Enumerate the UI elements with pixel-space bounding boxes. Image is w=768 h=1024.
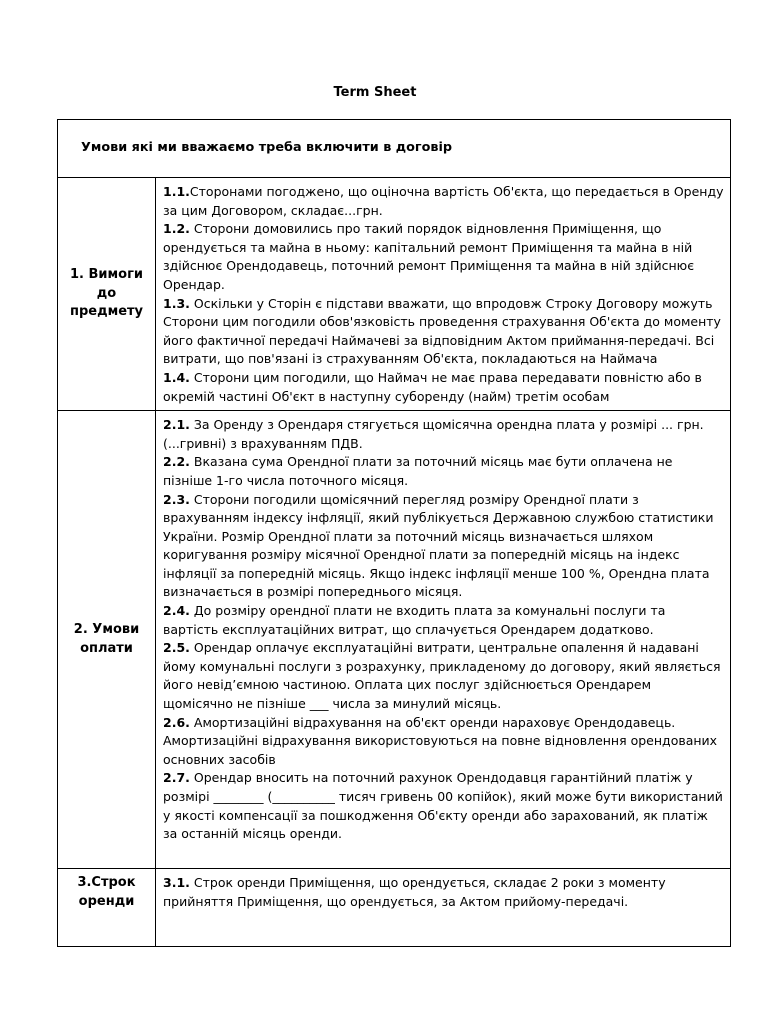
clause-number: 2.1. — [163, 417, 190, 433]
clause-number: 1.2. — [163, 221, 190, 237]
clause-2-2 — [163, 453, 724, 490]
table-header-text: Умови які ми вважаємо треба включити в договір — [81, 140, 453, 155]
clause-number: 1.1. — [163, 184, 190, 199]
clause-text: Орендар оплачує експлуатаційні витрати, центральне опалення й надавані йому комунальні послуги з розрахунку, прикладеному до договору, який являється його невід’ємною частиною. Оплата цих послуг здійснюється Орендарем щомісячно не пізніше ___ числа за минулий місяць. — [163, 640, 721, 712]
clause-text: Орендар вносить на поточний рахунок Орендодавця гарантійний платіж у розмірі ________ (__________ тисяч гривень 00 копійок), який може бути використаний у якості компенсації за пошкодження Об'єкту оренди або зарахований, як платіж за останній місяць оренди. — [163, 770, 723, 842]
section-row-payment — [58, 411, 731, 869]
clause-text: Амортизаційні відрахування на об'єкт оренди нараховує Орендодавець. Амортизаційні відрахування використовуються на повне відновлення орендованих основних засобів — [163, 714, 718, 767]
section-label-payment: 2. Умови оплати — [58, 411, 156, 869]
clause-text: Сторони погодили щомісячний перегляд розміру Орендної плати з врахуванням індексу інфляції, який публікується Державною службою статистики України. Розмір Орендної плати за поточний місяць визначається шляхом коригування розміру місячної Орендної плати за попередній місяць на індекс інфляції за попередній місяць. Якщо індекс інфляції менше 100 %, Орендна плата визначається в розмірі попереднього місяця. — [163, 491, 714, 600]
clause-3-1 — [163, 874, 724, 911]
clause-text: До розміру орендної плати не входить плата за комунальні послуги та вартість експлуатаційних витрат, що сплачується Орендарем додатково. — [163, 603, 666, 637]
section-row-subject — [58, 178, 731, 411]
term-sheet-table — [57, 119, 731, 947]
clause-text: Сторонами погоджено, що оціночна вартість Об'єкта, що передається в Оренду за цим Договором, складає...грн. — [163, 184, 724, 218]
clause-number: 2.7. — [163, 770, 190, 786]
section-label-term: 3.Строк оренди — [58, 869, 156, 947]
section-label-subject: 1. Вимоги до предмету — [58, 178, 156, 411]
clause-2-4 — [163, 602, 724, 639]
clause-1-1 — [163, 183, 724, 220]
clause-number: 2.3. — [163, 491, 190, 507]
clause-number: 2.2. — [163, 454, 190, 470]
clause-2-1 — [163, 416, 724, 453]
clause-2-7 — [163, 769, 724, 843]
table-header-cell — [58, 120, 731, 178]
clause-2-6 — [163, 714, 724, 770]
clause-2-5 — [163, 639, 724, 713]
clause-1-3 — [163, 295, 724, 369]
clause-1-4 — [163, 369, 724, 406]
clause-2-3 — [163, 491, 724, 603]
clause-text: Вказана сума Орендної плати за поточний місяць має бути оплачена не пізніше 1-го числа поточного місяця. — [163, 454, 673, 488]
clause-number: 3.1. — [163, 875, 190, 891]
section-body-term — [156, 869, 731, 947]
clause-text: За Оренду з Орендаря стягується щомісячна орендна плата у розмірі ... грн. (...гривні) з врахуванням ПДВ. — [163, 417, 704, 451]
clause-number: 1.4. — [163, 369, 190, 385]
document-title: Term Sheet — [333, 85, 417, 100]
clause-number: 2.6. — [163, 714, 190, 730]
clause-text: Сторони домовились про такий порядок відновлення Приміщення, що орендується та майна в ньому: капітальний ремонт Приміщення та майна в ній здійснює Орендодавець, поточний ремонт Приміщення та майна в ній здійснює Орендар. — [163, 221, 695, 292]
clause-number: 2.4. — [163, 603, 190, 619]
section-row-term — [58, 869, 731, 947]
section-body-payment — [156, 411, 731, 869]
clause-text: Строк оренди Приміщення, що орендується, складає 2 роки з моменту прийняття Приміщення, що орендується, за Актом прийому-передачі. — [163, 875, 666, 909]
clause-text: Сторони цим погодили, що Наймач не має права передавати повністю або в окремій частині Об'єкт в наступну суборенду (найм) третім особам — [163, 369, 702, 404]
table-header-row — [58, 120, 731, 178]
clause-number: 1.3. — [163, 295, 190, 311]
clause-text: Оскільки у Сторін є підстави вважати, що впродовж Строку Договору можуть Сторони цим погодили обов'язковість проведення страхування Об'єкта до моменту його фактичної передачі Наймачеві за відповідним Актом приймання-передачі. Всі витрати, що пов'язані із страхуванням Об'єкта, покладаються на Наймача — [163, 295, 721, 367]
clause-number: 2.5. — [163, 640, 190, 656]
section-body-subject — [156, 178, 731, 411]
clause-1-2 — [163, 220, 724, 294]
